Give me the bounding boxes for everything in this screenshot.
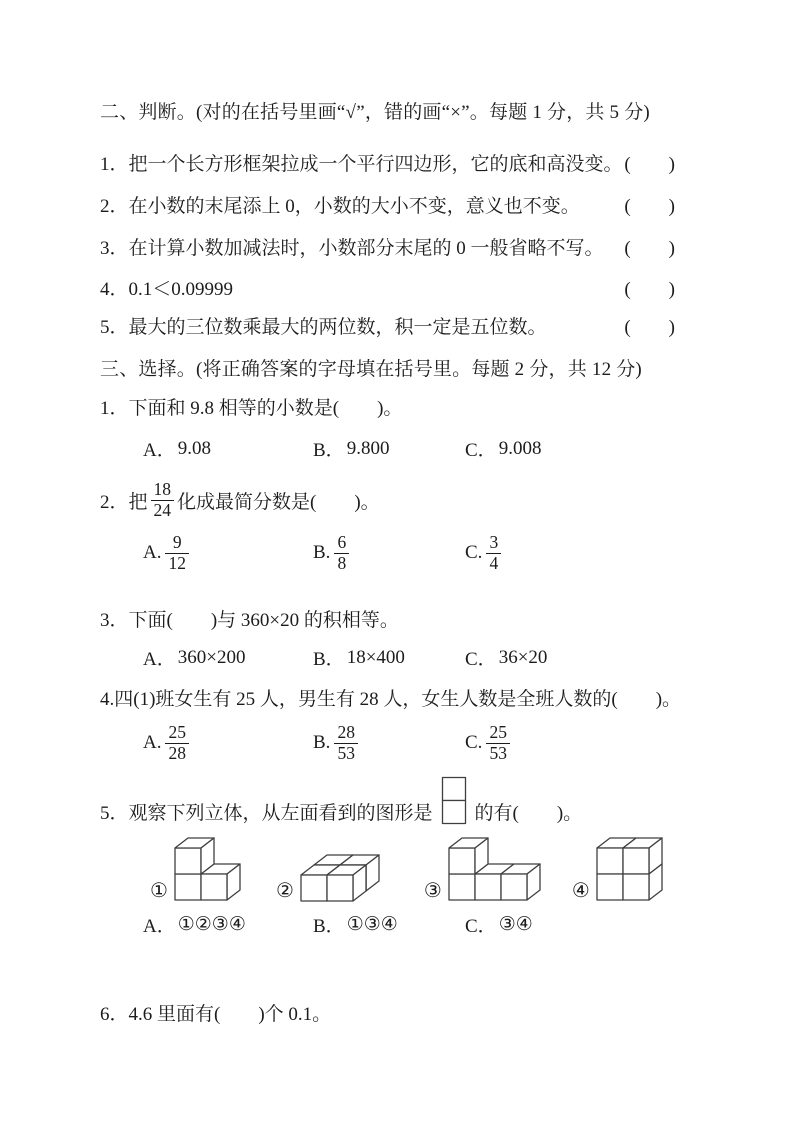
q5-text-suffix: 的有( )。 — [474, 803, 583, 824]
q3-option-a-value: 360×200 — [177, 646, 246, 668]
q2-option-c — [465, 533, 504, 573]
q4-option-a — [143, 723, 313, 763]
choice-q2-text — [100, 476, 675, 524]
q1-option-a — [143, 435, 313, 462]
judge-item-2 — [100, 191, 675, 218]
q5-option-c-label: C． — [465, 916, 497, 937]
q2-option-b-label: B. — [313, 542, 331, 564]
q5-option-a — [143, 911, 313, 938]
q4-option-c-numerator: 25 — [489, 722, 507, 742]
choice-q5-text — [100, 776, 675, 827]
q2-option-c-numerator: 3 — [489, 532, 499, 552]
q4-option-b-fraction — [334, 723, 358, 763]
q5-solid-figures — [100, 836, 675, 902]
q5-option-c-value: ③④ — [498, 914, 533, 935]
q2-option-a-label: A. — [143, 542, 162, 564]
q2-option-b-fraction — [334, 533, 349, 573]
q5-option-b-value: ①③④ — [346, 914, 398, 935]
cube-figure-1 — [150, 836, 242, 902]
q2-option-c-label: C. — [465, 542, 483, 564]
q4-option-c-denominator: 53 — [486, 743, 510, 764]
q3-option-b-label: B． — [313, 649, 345, 670]
choice-q6-text: 6．4.6 里面有( )个 0.1。 — [100, 1004, 332, 1025]
figure-3-label: ③ — [423, 878, 442, 902]
cube-figure-4 — [572, 836, 664, 902]
q3-option-a — [143, 644, 313, 671]
q1-option-a-value: 9.08 — [177, 437, 211, 459]
q3-option-b-value: 18×400 — [346, 646, 405, 668]
q3-option-c-label: C． — [465, 649, 497, 670]
section-judge-heading: 二、判断。(对的在括号里画“√”，错的画“×”。每题 1 分，共 5 分) — [100, 102, 650, 123]
judge-item-5 — [100, 312, 675, 339]
cube-figure-2 — [276, 853, 381, 902]
q4-option-c-label: C. — [465, 732, 483, 754]
judge-item-5-answer-blank: ( ) — [624, 317, 675, 338]
q5-text-prefix: 5．观察下列立体，从左面看到的图形是 — [100, 803, 433, 824]
cube-figure-3-image — [448, 836, 542, 902]
q4-option-a-denominator: 28 — [165, 743, 189, 764]
judge-item-2-text: 2．在小数的末尾添上 0，小数的大小不变，意义也不变。 — [100, 196, 580, 217]
two-stacked-squares-icon — [441, 776, 467, 825]
q4-option-a-numerator: 25 — [168, 722, 186, 742]
q2-option-b-numerator: 6 — [337, 532, 347, 552]
judge-item-3-answer-blank: ( ) — [624, 238, 675, 259]
q2-option-b — [313, 533, 465, 573]
q3-option-b — [313, 644, 465, 671]
q2-option-a — [143, 533, 313, 573]
judge-item-1-answer-blank: ( ) — [624, 154, 675, 175]
choice-q2-options — [100, 533, 675, 573]
judge-item-4 — [100, 274, 675, 301]
choice-q1-text: 1．下面和 9.8 相等的小数是( )。 — [100, 398, 403, 419]
q2-fraction — [151, 480, 175, 520]
cube-figure-3 — [424, 836, 542, 902]
choice-q5-options — [100, 911, 675, 938]
q2-option-a-denominator: 12 — [165, 553, 189, 574]
q2-option-a-fraction — [165, 533, 189, 573]
q2-option-b-denominator: 8 — [334, 553, 349, 574]
judge-item-2-answer-blank: ( ) — [624, 196, 675, 217]
q1-option-c-label: C． — [465, 440, 497, 461]
judge-item-3-text: 3．在计算小数加减法时，小数部分末尾的 0 一般省略不写。 — [100, 238, 604, 259]
q1-option-c — [465, 435, 541, 462]
figure-4-label: ④ — [571, 878, 590, 902]
q2-fraction-denominator: 24 — [151, 500, 175, 521]
choice-q1-options — [100, 435, 675, 462]
q2-text-suffix: 化成最简分数是( )。 — [177, 491, 380, 513]
q1-option-c-value: 9.008 — [498, 437, 542, 459]
q5-option-b-label: B． — [313, 916, 345, 937]
cube-figure-4-image — [596, 836, 664, 902]
q3-option-c-value: 36×20 — [498, 646, 548, 668]
q2-fraction-numerator: 18 — [153, 478, 172, 499]
q2-text-prefix: 2．把 — [100, 491, 148, 513]
q3-option-a-label: A． — [143, 649, 176, 670]
figure-2-label: ② — [275, 878, 294, 902]
judge-item-4-answer-blank: ( ) — [624, 279, 675, 300]
q1-option-b — [313, 435, 465, 462]
judge-item-4-text: 4．0.1＜0.09999 — [100, 279, 234, 300]
cube-figure-2-image — [300, 853, 381, 902]
q4-option-b-label: B. — [313, 732, 331, 754]
q4-option-b-numerator: 28 — [337, 722, 355, 742]
q2-option-c-fraction — [486, 533, 501, 573]
q2-option-a-numerator: 9 — [172, 532, 182, 552]
q5-option-b — [313, 911, 465, 938]
choice-q4-text: 4.四(1)班女生有 25 人，男生有 28 人，女生人数是全班人数的( )。 — [100, 689, 682, 710]
q4-option-a-label: A. — [143, 732, 162, 754]
q4-option-b — [313, 723, 465, 763]
judge-item-3 — [100, 233, 675, 260]
q5-option-a-value: ①②③④ — [177, 914, 246, 935]
choice-q4-options — [100, 723, 675, 763]
front-view-shape-icon — [441, 776, 467, 827]
q1-option-b-value: 9.800 — [346, 437, 390, 459]
cube-figure-1-image — [174, 836, 242, 902]
q5-option-c — [465, 911, 533, 938]
judge-item-5-text: 5．最大的三位数乘最大的两位数，积一定是五位数。 — [100, 317, 547, 338]
choice-q3-text: 3．下面( )与 360×20 的积相等。 — [100, 610, 399, 631]
section-choice-heading: 三、选择。(将正确答案的字母填在括号里。每题 2 分，共 12 分) — [100, 359, 642, 380]
choice-q3-options — [100, 644, 675, 671]
q4-option-a-fraction — [165, 723, 189, 763]
judge-item-1 — [100, 149, 675, 176]
q2-option-c-denominator: 4 — [486, 553, 501, 574]
q4-option-c-fraction — [486, 723, 510, 763]
q1-option-a-label: A． — [143, 440, 176, 461]
q4-option-c — [465, 723, 513, 763]
judge-item-1-text: 1．把一个长方形框架拉成一个平行四边形，它的底和高没变。 — [100, 154, 623, 175]
q3-option-c — [465, 644, 547, 671]
q1-option-b-label: B． — [313, 440, 345, 461]
figure-1-label: ① — [150, 878, 168, 902]
q4-option-b-denominator: 53 — [334, 743, 358, 764]
q5-option-a-label: A． — [143, 916, 176, 937]
